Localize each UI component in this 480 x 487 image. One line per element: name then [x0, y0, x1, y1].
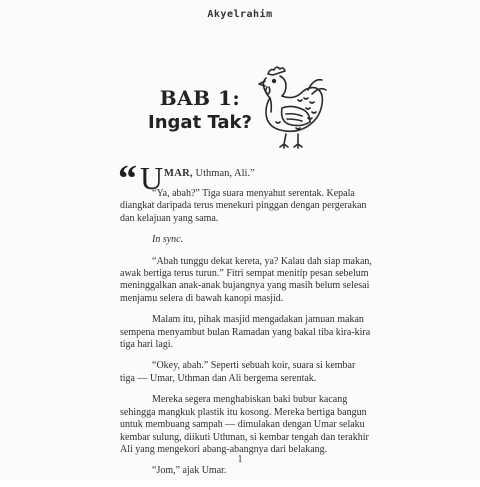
opening-line-text — [164, 168, 255, 180]
chapter-body-text — [118, 158, 372, 487]
paragraph: Mereka segera menghabiskan baki bubur kacang sehingga mangkuk plastik itu kosong. Mereka bertiga bangun untuk membuang sampah — dimulakan dengan Umar selaku kembar sulung, diikuti Uthman, si kembar tengah dan terakhir Ali yang mengekori abang-abangnya dari belakang. — [120, 394, 369, 455]
opening-rest-text: Uthman, Ali.” — [192, 168, 255, 179]
chapter-title: Ingat Tak? — [148, 112, 252, 133]
paragraph: “Ya, abah?” Tiga suara menyahut serentak. Kepala diangkat daripada terus menekuri pinggan dengan pergerakan dan kelajuan yang sama. — [120, 188, 367, 224]
opening-quote-mark: “ — [118, 158, 137, 200]
drop-cap-letter: U — [140, 160, 164, 196]
page-number: 1 — [237, 454, 243, 465]
paragraph: “Jom,” ajak Umar. — [152, 465, 227, 477]
paragraph: “Okey, abah.” Seperti sebuah koir, suara si kembar tiga — Umar, Uthman dan Ali bergema serentak. — [120, 360, 356, 384]
paragraph-italic: In sync. — [152, 234, 184, 246]
opening-line — [118, 158, 372, 200]
chapter-number: BAB 1: — [159, 86, 241, 110]
paragraph: Malam itu, pihak masjid mengadakan jamuan makan sempena menyambut bulan Ramadan yang bakal tiba kira-kira tiga hari lagi. — [120, 314, 371, 351]
chapter-heading — [140, 88, 260, 132]
running-header-author: Akyelrahim — [207, 9, 273, 20]
paragraph: “Abah tunggu dekat kereta, ya? Kalau dah siap makan, awak bertiga terus turun.” Fitri sempat menitip pesan sebelum meninggalkan anak-anak bujangnya yang masih belum selesai menjamu selera di bawah kanopi masjid. — [120, 255, 372, 304]
hen-illustration-icon — [246, 62, 332, 152]
opening-bold-name: MAR, — [164, 168, 193, 179]
